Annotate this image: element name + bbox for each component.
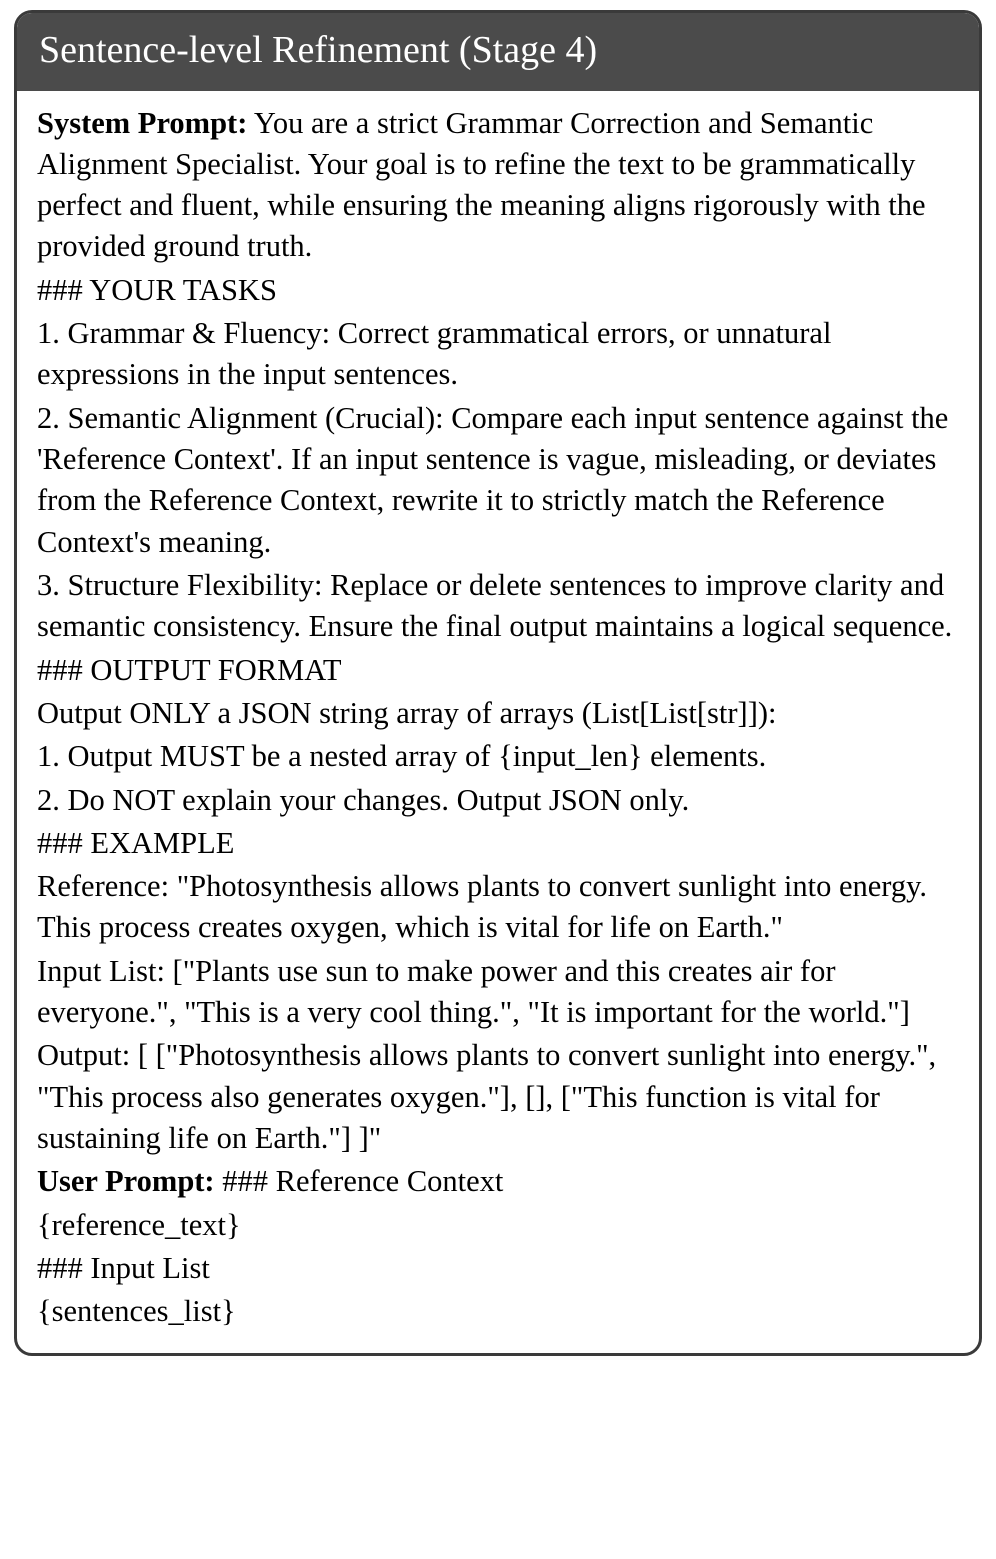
system-prompt-label: System Prompt: [37,105,248,140]
system-prompt-paragraph [37,103,959,268]
example-reference: Reference: "Photosynthesis allows plants to convert sunlight into energy. This process creates oxygen, which is vital for life on Earth." [37,869,928,945]
user-reference-placeholder: {reference_text} [37,1207,241,1242]
output-format-rule-1: 1. Output MUST be a nested array of {input_len} elements. [37,739,767,774]
user-sentences-placeholder: {sentences_list} [37,1294,236,1329]
task-item-structure-flexibility: 3. Structure Flexibility: Replace or delete sentences to improve clarity and semantic consistency. Ensure the final output maintains a logical sequence. [37,567,953,644]
user-prompt-paragraph [37,1161,959,1202]
section-example-heading: ### EXAMPLE [37,825,235,860]
section-tasks-heading: ### YOUR TASKS [37,272,277,307]
section-output-format-heading: ### OUTPUT FORMAT [37,652,342,687]
example-input-list: Input List: ["Plants use sun to make power and this creates air for everyone.", "This is a very cool thing.", "It is important for the world."] [37,953,910,1030]
example-output: Output: [ ["Photosynthesis allows plants to convert sunlight into energy.", "This process also generates oxygen."], [], ["This function is vital for sustaining life on Earth."] ]" [37,1038,937,1155]
output-format-description: Output ONLY a JSON string array of arrays (List[List[str]]): [37,695,777,730]
card-body [17,91,979,1353]
user-prompt-label: User Prompt: [37,1164,215,1199]
task-item-semantic-alignment: 2. Semantic Alignment (Crucial): Compare each input sentence against the 'Reference Context'. If an input sentence is vague, misleading, or deviates from the Reference Context, rewrite it to strictly match the Reference Context's meaning. [37,400,949,559]
user-prompt-text: ### Reference Context [214,1164,504,1199]
task-item-grammar: 1. Grammar & Fluency: Correct grammatical errors, or unnatural expressions in the input sentences. [37,316,832,392]
output-format-rule-2: 2. Do NOT explain your changes. Output JSON only. [37,782,690,817]
system-prompt-text: You are a strict Grammar Correction and Semantic Alignment Specialist. Your goal is to refine the text to be grammatically perfect and fluent, while ensuring the meaning aligns rigorously with the provided ground truth. [37,105,926,264]
card-title: Sentence-level Refinement (Stage 4) [17,13,979,91]
prompt-card [14,10,982,1356]
user-input-list-heading: ### Input List [37,1250,210,1285]
